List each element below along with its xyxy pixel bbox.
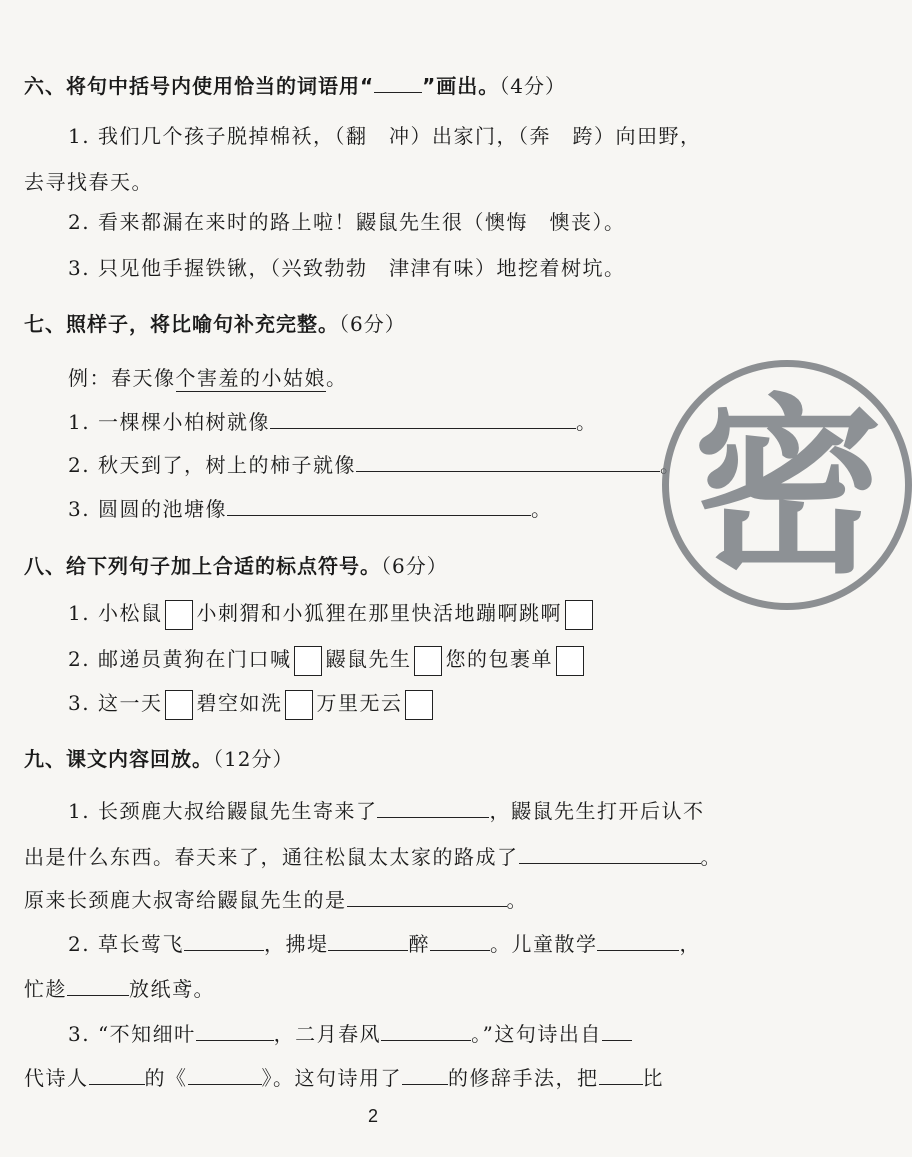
s9-q3-text-b: ，二月春风 [273, 1022, 382, 1046]
punctuation-box[interactable] [414, 646, 442, 676]
s9-q1-line3 [24, 886, 528, 914]
page-number: 2 [368, 1106, 379, 1126]
answer-blank[interactable] [184, 932, 264, 951]
s9-q2-line2 [24, 975, 215, 1003]
s9-q2-text-c: 醉 [408, 932, 430, 956]
s9-q3-text-d: 代诗人 [24, 1066, 89, 1090]
period: 。 [530, 497, 553, 521]
s9-q1-text-a: 1. 长颈鹿大叔给鼹鼠先生寄来了 [68, 799, 378, 823]
punctuation-box[interactable] [556, 646, 584, 676]
s7-q1 [68, 408, 597, 436]
s8-q3 [68, 689, 436, 720]
section-6-title-tail: ”画出。 [422, 74, 500, 98]
period: 。 [700, 845, 722, 869]
punctuation-box[interactable] [165, 690, 193, 720]
punctuation-box[interactable] [165, 600, 193, 630]
answer-blank[interactable] [597, 932, 679, 951]
s9-q3-text-e: 的《 [144, 1066, 188, 1090]
s9-q1-text-c: 出是什么东西。春天来了，通往松鼠太太家的路成了 [24, 845, 519, 869]
answer-blank[interactable] [347, 888, 507, 907]
period: 。 [506, 888, 528, 912]
s9-q3-text-c: 。”这句诗出自 [471, 1022, 602, 1046]
confidential-stamp [659, 360, 912, 610]
s9-q3-line1 [68, 1020, 632, 1048]
section-9-title: 九、课文内容回放。 [24, 747, 213, 771]
s9-q1-text-e: 原来长颈鹿大叔寄给鼹鼠先生的是 [24, 888, 347, 912]
answer-blank[interactable] [402, 1066, 448, 1085]
s9-q2-text-f: 忙趁 [24, 977, 67, 1001]
s9-q3-text-h: 比 [642, 1066, 664, 1090]
s8-q2-part3: 您的包裹单 [445, 647, 553, 671]
period: 。 [659, 453, 682, 477]
s7-q2-text: 2. 秋天到了，树上的柿子就像 [68, 453, 356, 477]
s8-q3-part3: 万里无云 [316, 691, 403, 715]
answer-blank[interactable] [377, 799, 489, 818]
punctuation-box[interactable] [405, 690, 433, 720]
underline-sample [374, 74, 422, 93]
s9-q1-text-b: ，鼹鼠先生打开后认不 [489, 799, 705, 823]
s7-q3 [68, 495, 552, 523]
answer-blank[interactable] [89, 1066, 145, 1085]
s9-q2-text-d: 。儿童散学 [489, 932, 598, 956]
s7-example [68, 364, 348, 392]
s8-q3-part1: 3. 这一天 [68, 691, 163, 715]
s8-q2-part1: 2. 邮递员黄狗在门口喊 [68, 647, 292, 671]
s7-example-prefix: 例：春天像 [68, 366, 176, 390]
section-6-title: 六、将句中括号内使用恰当的词语用“ [24, 74, 375, 98]
s7-q3-text: 3. 圆圆的池塘像 [68, 497, 227, 521]
section-8-score: （6分） [381, 554, 448, 578]
s9-q1-line2 [24, 843, 722, 871]
answer-blank[interactable] [328, 932, 408, 951]
s9-q2-text-g: 放纸鸢。 [129, 977, 215, 1001]
stamp-character: 密 [693, 378, 884, 599]
section-6-score: （4分） [499, 74, 567, 98]
s7-q1-text: 1. 一棵棵小柏树就像 [68, 410, 270, 434]
s8-q1-part2: 小刺猬和小狐狸在那里快活地蹦啊跳啊 [196, 601, 562, 625]
answer-blank[interactable] [188, 1066, 262, 1085]
s7-q2 [68, 451, 681, 479]
answer-blank[interactable] [381, 1022, 471, 1041]
answer-blank[interactable] [67, 977, 129, 996]
s9-q2-text-a: 2. 草长莺飞 [68, 932, 184, 956]
answer-blank[interactable] [519, 845, 701, 864]
section-8-heading [24, 552, 448, 580]
s9-q3-text-a: 3. “不知细叶 [68, 1022, 196, 1046]
section-7-title: 七、照样子，将比喻句补充完整。 [24, 312, 339, 336]
s8-q2 [68, 645, 587, 676]
section-9-score: （12分） [213, 747, 294, 771]
section-7-score: （6分） [339, 312, 406, 336]
section-8-title: 八、给下列句子加上合适的标点符号。 [24, 554, 381, 578]
s9-q2-text-b: ，拂堤 [263, 932, 329, 956]
answer-blank[interactable] [227, 497, 531, 516]
answer-blank[interactable] [196, 1022, 274, 1041]
section-9-heading [24, 745, 293, 773]
s7-example-underlined: 个害羞的小姑娘 [175, 366, 326, 390]
answer-blank[interactable] [270, 410, 576, 429]
s6-q1-line1: 1. 我们几个孩子脱掉棉袄，（翻 冲）出家门，（奔 跨）向田野， [68, 124, 702, 148]
answer-blank[interactable] [602, 1022, 632, 1041]
s8-q1 [68, 599, 596, 630]
punctuation-box[interactable] [285, 690, 313, 720]
section-7-heading [24, 310, 406, 338]
punctuation-box[interactable] [565, 600, 593, 630]
s7-example-end: 。 [326, 366, 348, 390]
s8-q1-part1: 1. 小松鼠 [68, 601, 163, 625]
s6-q1-line2: 去寻找春天。 [24, 170, 153, 194]
answer-blank[interactable] [356, 453, 660, 472]
s9-q2-line1 [68, 930, 701, 958]
punctuation-box[interactable] [294, 646, 322, 676]
s9-q3-text-g: 的修辞手法，把 [448, 1066, 599, 1090]
s8-q2-part2: 鼹鼠先生 [325, 647, 412, 671]
s8-q3-part2: 碧空如洗 [196, 691, 283, 715]
answer-blank[interactable] [599, 1066, 643, 1085]
s6-q3: 3. 只见他手握铁锹，（兴致勃勃 津津有味）地挖着树坑。 [68, 256, 626, 280]
s9-q1-line1 [68, 797, 704, 825]
s6-q2: 2. 看来都漏在来时的路上啦！鼹鼠先生很（懊悔 懊丧）。 [68, 210, 626, 234]
section-6-heading [24, 72, 566, 100]
period: 。 [575, 410, 598, 434]
s9-q3-line2 [24, 1064, 664, 1092]
comma: ， [679, 932, 701, 956]
s9-q3-text-f: 》。这句诗用了 [261, 1066, 402, 1090]
answer-blank[interactable] [430, 932, 490, 951]
